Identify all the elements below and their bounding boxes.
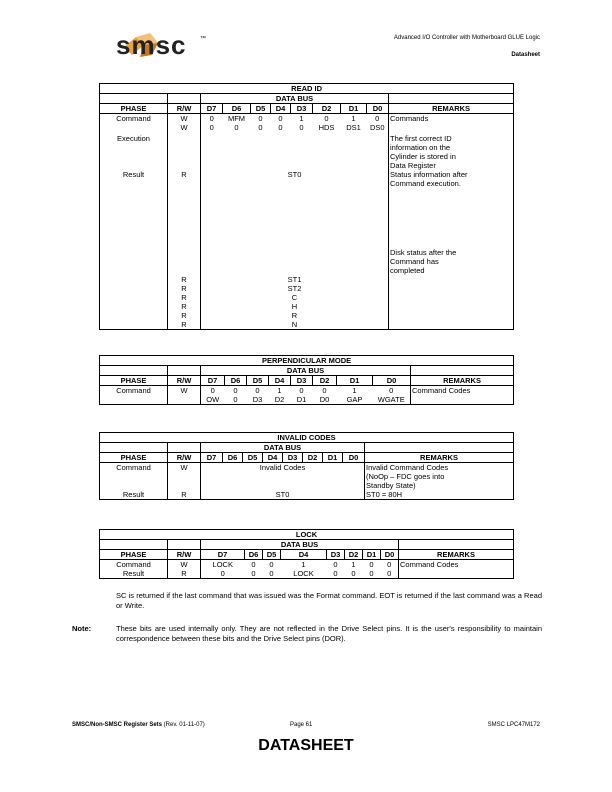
lock-table: [99, 529, 514, 579]
table-row: Execution The first correct ID information on the Cylinder is stored in Data Register: [100, 132, 514, 170]
sc-eot-note: SC is returned if the last command that was issued was the Format command. EOT is returned if the last command was a Read or Write.: [116, 591, 542, 610]
table-row: R R: [100, 311, 514, 320]
table-title: PERPENDICULAR MODE: [100, 356, 514, 366]
table-title: LOCK: [100, 530, 514, 540]
column-header-row: PHASE R/W D7 D6 D5 D4 D3 D2 D1 D0 REMARKS: [100, 550, 514, 560]
table-row: R ST1: [100, 275, 514, 284]
table-row: Disk status after the Command has completed: [100, 248, 514, 275]
footer-right: SMSC LPC47M172: [487, 722, 540, 728]
doc-title: Advanced I/O Controller with Motherboard GLUE Logic: [393, 35, 540, 41]
data-bus-header: DATA BUS: [201, 94, 389, 104]
table-row: R ST2: [100, 284, 514, 293]
column-header-row: PHASE R/W D7 D6 D5 D4 D3 D2 D1 D0 REMARKS: [100, 453, 514, 463]
read-id-table: [99, 83, 514, 330]
table-row: Result R ST0 ST0 = 80H: [100, 490, 514, 500]
table-row: Command W Invalid Codes Invalid Command Codes (NoOp – FDC goes into Standby State): [100, 463, 514, 491]
table-row: OW 0 D3 D2 D1 D0 GAP WGATE: [100, 395, 514, 405]
table-row: Result R 0 0 0 LOCK 0 0 0 0: [100, 569, 514, 579]
data-bus-header: DATA BUS: [201, 443, 365, 453]
datasheet-label: DATASHEET: [258, 737, 354, 754]
table-row: Result R ST0 Status information after Command execution.: [100, 170, 514, 248]
brand-wordmark: smsc: [116, 30, 187, 60]
invalid-codes-table: [99, 432, 514, 500]
table-row: R C: [100, 293, 514, 302]
trademark: ™: [200, 36, 206, 42]
table-title: INVALID CODES: [100, 433, 514, 443]
data-bus-header: DATA BUS: [201, 366, 411, 376]
column-header-row: PHASE R/W D7 D6 D5 D4 D3 D2 D1 D0 REMARKS: [100, 104, 514, 114]
note-text: These bits are used internally only. They are not reflected in the Drive Select pins. It is the user's responsibility to maintain correspondence between these bits and the Drive Select pins (DOR).: [116, 624, 542, 643]
footer-left: SMSC/Non-SMSC Register Sets (Rev. 01-11-07): [72, 722, 205, 728]
perpendicular-mode-table: [99, 355, 514, 405]
note-label: Note:: [72, 624, 92, 633]
doc-subtitle: Datasheet: [511, 52, 540, 58]
table-row: Command W 0 0 0 1 0 0 1 0 Command Codes: [100, 386, 514, 396]
table-row: R H: [100, 302, 514, 311]
data-bus-header: DATA BUS: [201, 540, 399, 550]
page-number: Page 61: [290, 722, 313, 728]
table-title: READ ID: [100, 84, 514, 94]
table-row: R N: [100, 320, 514, 330]
column-header-row: PHASE R/W D7 D6 D5 D4 D3 D2 D1 D0 REMARKS: [100, 376, 514, 386]
table-row: Command W 0 MFM 0 0 1 0 1 0 Commands: [100, 114, 514, 124]
table-row: Command W LOCK 0 0 1 0 1 0 0 Command Codes: [100, 560, 514, 570]
table-row: W 0 0 0 0 0 HDS DS1 DS0: [100, 123, 514, 132]
